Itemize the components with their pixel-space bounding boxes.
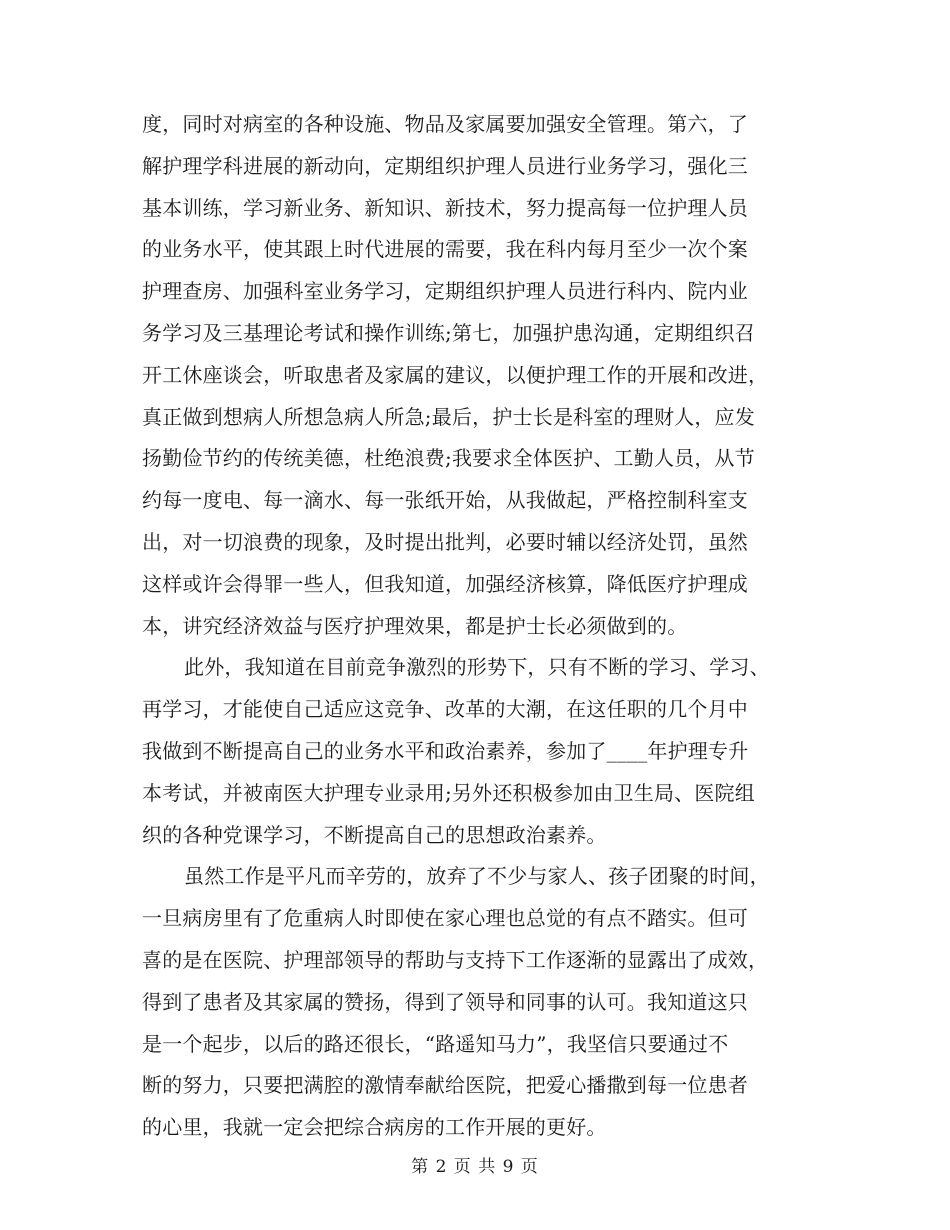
- text-line: 出，对一切浪费的现象，及时提出批判，必要时辅以经济处罚，虽然: [142, 529, 748, 554]
- text-line: 务学习及三基理论考试和操作训练;第七，加强护患沟通，定期组织召: [142, 320, 755, 345]
- text-line: 的心里，我就一定会把综合病房的工作开展的更好。: [142, 1115, 607, 1140]
- text-line: 真正做到想病人所想急病人所急;最后，护士长是科室的理财人，应发: [142, 404, 755, 429]
- text-line: 一旦病房里有了危重病人时即使在家心理也总觉的有点不踏实。但可: [142, 906, 748, 931]
- paragraph-start-line: 此外，我知道在目前竞争激烈的形势下，只有不断的学习、学习、: [184, 655, 770, 680]
- text-line: 再学习，才能使自己适应这竞争、改革的大潮，在这任职的几个月中: [142, 697, 748, 722]
- document-body: [142, 104, 807, 1149]
- text-line: 喜的是在医院、护理部领导的帮助与支持下工作逐渐的显露出了成效，: [142, 947, 769, 972]
- text-line: 本，讲究经济效益与医疗护理效果，都是护士长必须做到的。: [142, 613, 688, 638]
- text-line: 基本训练，学习新业务、新知识、新技术，努力提高每一位护理人员: [142, 195, 748, 220]
- text-line: 解护理学科进展的新动向，定期组织护理人员进行业务学习，强化三: [142, 153, 748, 178]
- text-line: 度，同时对病室的各种设施、物品及家属要加强安全管理。第六，了: [142, 112, 748, 136]
- text-line: 断的努力，只要把满腔的激情奉献给医院，把爱心播撒到每一位患者: [142, 1073, 748, 1098]
- paragraph-start-line: 虽然工作是平凡而辛劳的，放弃了不少与家人、孩子团聚的时间，: [184, 864, 770, 889]
- text-line: 得到了患者及其家属的赞扬，得到了领导和同事的认可。我知道这只: [142, 989, 748, 1014]
- text-line: 约每一度电、每一滴水、每一张纸开始，从我做起，严格控制科室支: [142, 488, 748, 513]
- text-line: 的业务水平，使其跟上时代进展的需要，我在科内每月至少一次个案: [142, 237, 748, 262]
- text-line: 护理查房、加强科室业务学习，定期组织护理人员进行科内、院内业: [142, 279, 748, 304]
- text-line: 我做到不断提高自己的业务水平和政治素养，参加了____年护理专升: [142, 738, 749, 763]
- text-line: 本考试，并被南医大护理专业录用;另外还积极参加由卫生局、医院组: [142, 780, 755, 805]
- text-line: 织的各种党课学习，不断提高自己的思想政治素养。: [142, 822, 607, 847]
- page-footer: 第 2 页 共 9 页: [411, 1157, 539, 1177]
- text-line: 扬勤俭节约的传统美德，杜绝浪费;我要求全体医护、工勤人员，从节: [142, 446, 755, 471]
- text-line: 是一个起步，以后的路还很长，“路遥知马力”，我坚信只要通过不: [142, 1031, 729, 1056]
- text-line: 这样或许会得罪一些人，但我知道，加强经济核算，降低医疗护理成: [142, 571, 748, 596]
- text-line: 开工休座谈会，听取患者及家属的建议，以便护理工作的开展和改进，: [142, 362, 769, 387]
